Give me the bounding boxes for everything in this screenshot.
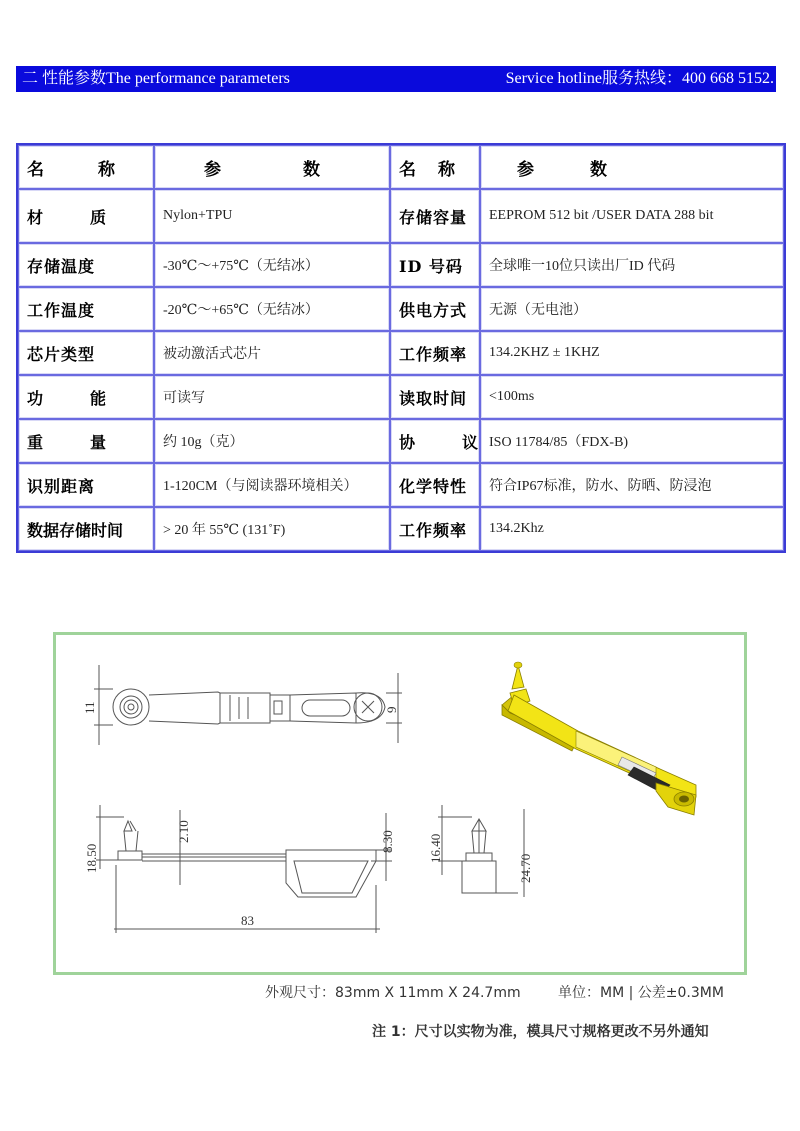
row-value: Nylon+TPU <box>154 189 390 243</box>
service-hotline: Service hotline服务热线：400 668 5152. <box>505 70 774 87</box>
spec-table <box>16 143 786 553</box>
row-value: -20℃～+65℃（无结冰） <box>154 287 390 331</box>
section-title: 二 性能参数The performance parameters <box>22 70 290 87</box>
table-row <box>18 189 784 243</box>
section-header-bar <box>16 66 776 92</box>
dim-top-height: 11 <box>82 701 97 714</box>
technical-drawing-frame <box>53 632 747 975</box>
outline-size-caption: 外观尺寸：83mm X 11mm X 24.7mm <box>265 985 521 1001</box>
row-value-2: 符合IP67标准，防水、防晒、防浸泡 <box>480 463 784 507</box>
table-row <box>18 375 784 419</box>
row-label-2: 协 议 <box>390 419 480 463</box>
table-row <box>18 419 784 463</box>
header-param-cell-2: 参 数 <box>480 145 784 189</box>
top-view <box>94 665 402 745</box>
dim-end-height: 16.40 <box>428 833 443 863</box>
table-row <box>18 331 784 375</box>
row-label: 功 能 <box>18 375 154 419</box>
row-label-2: 读取时间 <box>390 375 480 419</box>
row-label: 工作温度 <box>18 287 154 331</box>
row-value: 可读写 <box>154 375 390 419</box>
header-name-cell: 名 称 <box>18 145 154 189</box>
row-label-2: 化学特性 <box>390 463 480 507</box>
row-value-2: ISO 11784/85（FDX-B) <box>480 419 784 463</box>
row-label-2: 存储容量 <box>390 189 480 243</box>
header-param-cell: 参 数 <box>154 145 390 189</box>
row-label-2: 工作频率 <box>390 331 480 375</box>
row-label: 存储温度 <box>18 243 154 287</box>
row-label: 芯片类型 <box>18 331 154 375</box>
row-label: 识别距离 <box>18 463 154 507</box>
unit-tolerance-caption: 单位：MM | 公差±0.3MM <box>558 985 724 1001</box>
table-row <box>18 463 784 507</box>
row-value-2: 无源（无电池） <box>480 287 784 331</box>
row-value: 约 10g（克） <box>154 419 390 463</box>
dim-side-height: 18.50 <box>84 843 99 873</box>
row-label-2: ID 号码 <box>390 243 480 287</box>
header-name-cell-2: 名 称 <box>390 145 480 189</box>
row-label: 数据存储时间 <box>18 507 154 551</box>
note-caption: 注 1：尺寸以实物为准，模具尺寸规格更改不另外通知 <box>372 1024 709 1040</box>
end-view <box>438 805 524 897</box>
table-row <box>18 243 784 287</box>
isometric-3d-view <box>502 662 696 815</box>
dim-length: 83 <box>241 913 254 928</box>
table-row <box>18 507 784 551</box>
row-label: 重 量 <box>18 419 154 463</box>
row-value-2: 134.2KHZ ± 1KHZ <box>480 331 784 375</box>
dim-end-total: 24.70 <box>518 853 533 883</box>
dim-pin-height: 2.10 <box>176 820 191 843</box>
row-value: 1-120CM（与阅读器环境相关） <box>154 463 390 507</box>
row-label: 材 质 <box>18 189 154 243</box>
table-row <box>18 287 784 331</box>
row-label-2: 供电方式 <box>390 287 480 331</box>
dim-top-right: 9 <box>384 706 399 713</box>
row-value: > 20 年 55℃ (131˚F) <box>154 507 390 551</box>
row-value: -30℃～+75℃（无结冰） <box>154 243 390 287</box>
row-value-2: EEPROM 512 bit /USER DATA 288 bit <box>480 189 784 243</box>
row-value-2: 全球唯一10位只读出厂ID 代码 <box>480 243 784 287</box>
dim-right-height: 8.30 <box>380 830 395 853</box>
technical-drawing <box>56 635 744 972</box>
row-value-2: <100ms <box>480 375 784 419</box>
table-header-row <box>18 145 784 189</box>
row-value-2: 134.2Khz <box>480 507 784 551</box>
row-value: 被动激活式芯片 <box>154 331 390 375</box>
row-label-2: 工作频率 <box>390 507 480 551</box>
